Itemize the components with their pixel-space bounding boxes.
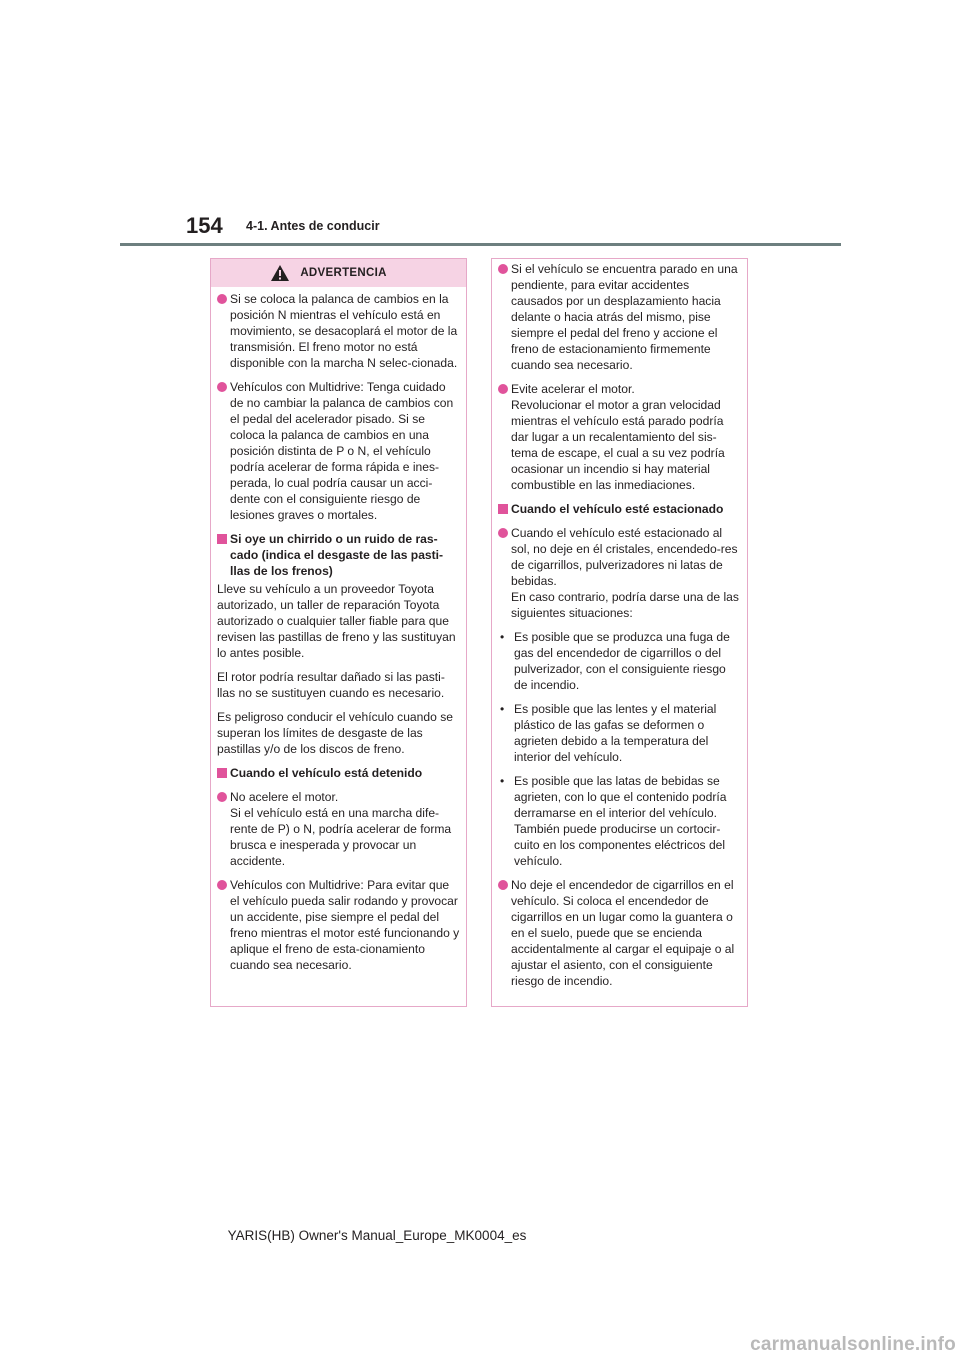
paragraph: El rotor podría resultar dañado si las pasti-llas no se sustituyen cuando es necesario. (217, 670, 445, 700)
square-marker-icon (217, 768, 227, 778)
warning-title: ADVERTENCIA (300, 267, 387, 279)
list-item (217, 379, 460, 523)
warning-box-right (491, 258, 748, 1007)
paragraph: Es peligroso conducir el vehículo cuando se superan los límites de desgaste de las pastillas y/o de los discos de freno. (217, 710, 453, 756)
subheading-text: Cuando el vehículo esté estacionado (511, 502, 724, 516)
warning-header (211, 259, 466, 287)
item-text: Si el vehículo se encuentra parado en una pendiente, para evitar accidentes causados por un desplazamiento hacia delante o hacia atrás del mismo, pise siempre el pedal del freno y accione el freno de estacionamiento firmemente cuando sea necesario. (511, 262, 738, 372)
section-title: 4-1. Antes de conducir (246, 219, 380, 233)
item-text: Cuando el vehículo esté estacionado al sol, no deje en él cristales, encendedo-res de cigarrillos, pulverizadores ni latas de bebidas. (511, 526, 738, 588)
bullet-dot-icon (498, 384, 508, 394)
watermark: carmanualsonline.info (750, 1334, 956, 1355)
subheading-text: Si oye un chirrido o un ruido de ras-cado (indica el desgaste de las pasti-llas de los frenos) (230, 532, 444, 578)
bullet-dot-icon (498, 528, 508, 538)
subheading (217, 765, 460, 781)
item-text: Revolucionar el motor a gran velocidad mientras el vehículo está parado podría dar lugar a un recalentamiento del sis-tema de escape, el cual a su vez podría ocasionar un incendio si hay material combustible en las inmediaciones. (511, 398, 725, 492)
item-text: Es posible que se produzca una fuga de gas del encendedor de cigarrillos o del pulverizador, con el consiguiente riesgo de incendio. (514, 630, 730, 692)
bullet-dot-icon (217, 880, 227, 890)
subheading-text: Cuando el vehículo está detenido (230, 766, 423, 780)
bullet-dot-icon (498, 264, 508, 274)
sub-list-item (498, 773, 741, 869)
subheading (217, 531, 460, 579)
list-item (217, 291, 460, 371)
item-text: No acelere el motor. (230, 790, 339, 804)
bullet-dot-icon (217, 792, 227, 802)
bullet-dot-icon (217, 382, 227, 392)
footer (0, 1228, 960, 1243)
list-item (217, 877, 460, 973)
footer-text: YARIS(HB) Owner's Manual_Europe_MK0004_es (227, 1228, 527, 1243)
sub-list-item (498, 629, 741, 693)
item-text: Si el vehículo está en una marcha dife-rente de P) o N, podría acelerar de forma brusca e inesperada y provocar un accidente. (230, 806, 452, 868)
item-text: Vehículos con Multidrive: Tenga cuidado de no cambiar la palanca de cambios con el pedal del acelerador pisado. Si se coloca la palanca de cambios en una posición distinta de P o N, el vehículo podría acelerar de forma rápida e ines-perada, lo cual podría causar un acci-dente con el consiguiente riesgo de lesiones graves o mortales. (230, 380, 454, 522)
square-marker-icon (498, 504, 508, 514)
list-item (498, 877, 741, 989)
bullet-glyph: • (500, 702, 505, 716)
bullet-glyph: • (500, 630, 505, 644)
item-text: Es posible que las latas de bebidas se agrieten, con lo que el contenido podría derramarse en el interior del vehículo. También puede producirse un cortocir-cuito en los componentes eléctricos del vehículo. (514, 774, 727, 868)
header-rule (120, 243, 841, 246)
item-text: Si se coloca la palanca de cambios en la posición N mientras el vehículo está en movimiento, se desacoplará el motor de la transmisión. El freno motor no está disponible con la marcha N selec-cionada. (230, 292, 458, 370)
page-number: 154 (186, 213, 223, 238)
list-item (498, 261, 741, 373)
list-item (498, 525, 741, 621)
item-text: Es posible que las lentes y el material plástico de las gafas se deformen o agrieten debido a la temperatura del interior del vehículo. (514, 702, 717, 764)
item-text: No deje el encendedor de cigarrillos en el vehículo. Si coloca el encendedor de cigarrillos en un lugar como la guantera o en el suelo, puede que se encienda accidentalmente al cargar el equipaje o al ajustar el asiento, con el consiguiente riesgo de incendio. (511, 878, 735, 988)
bullet-dot-icon (217, 294, 227, 304)
item-text: En caso contrario, podría darse una de las siguientes situaciones: (511, 590, 739, 620)
item-text: Evite acelerar el motor. (511, 382, 635, 396)
warning-box-left (210, 258, 467, 1007)
list-item (217, 789, 460, 869)
square-marker-icon (217, 534, 227, 544)
list-item (498, 381, 741, 493)
warning-triangle-icon (270, 264, 290, 282)
subheading (498, 501, 741, 517)
bullet-glyph: • (500, 774, 505, 788)
bullet-dot-icon (498, 880, 508, 890)
item-text: Vehículos con Multidrive: Para evitar que el vehículo pueda salir rodando y provocar un accidente, pise siempre el pedal del freno mientras el motor esté funcionando y aplique el freno de esta-cionamiento cuando sea necesario. (230, 878, 460, 972)
sub-list-item (498, 701, 741, 765)
paragraph: Lleve su vehículo a un proveedor Toyota autorizado, un taller de reparación Toyota autorizado o cualquier taller fiable para que revisen las pastillas de freno y las sustituyan lo antes posible. (217, 582, 456, 660)
